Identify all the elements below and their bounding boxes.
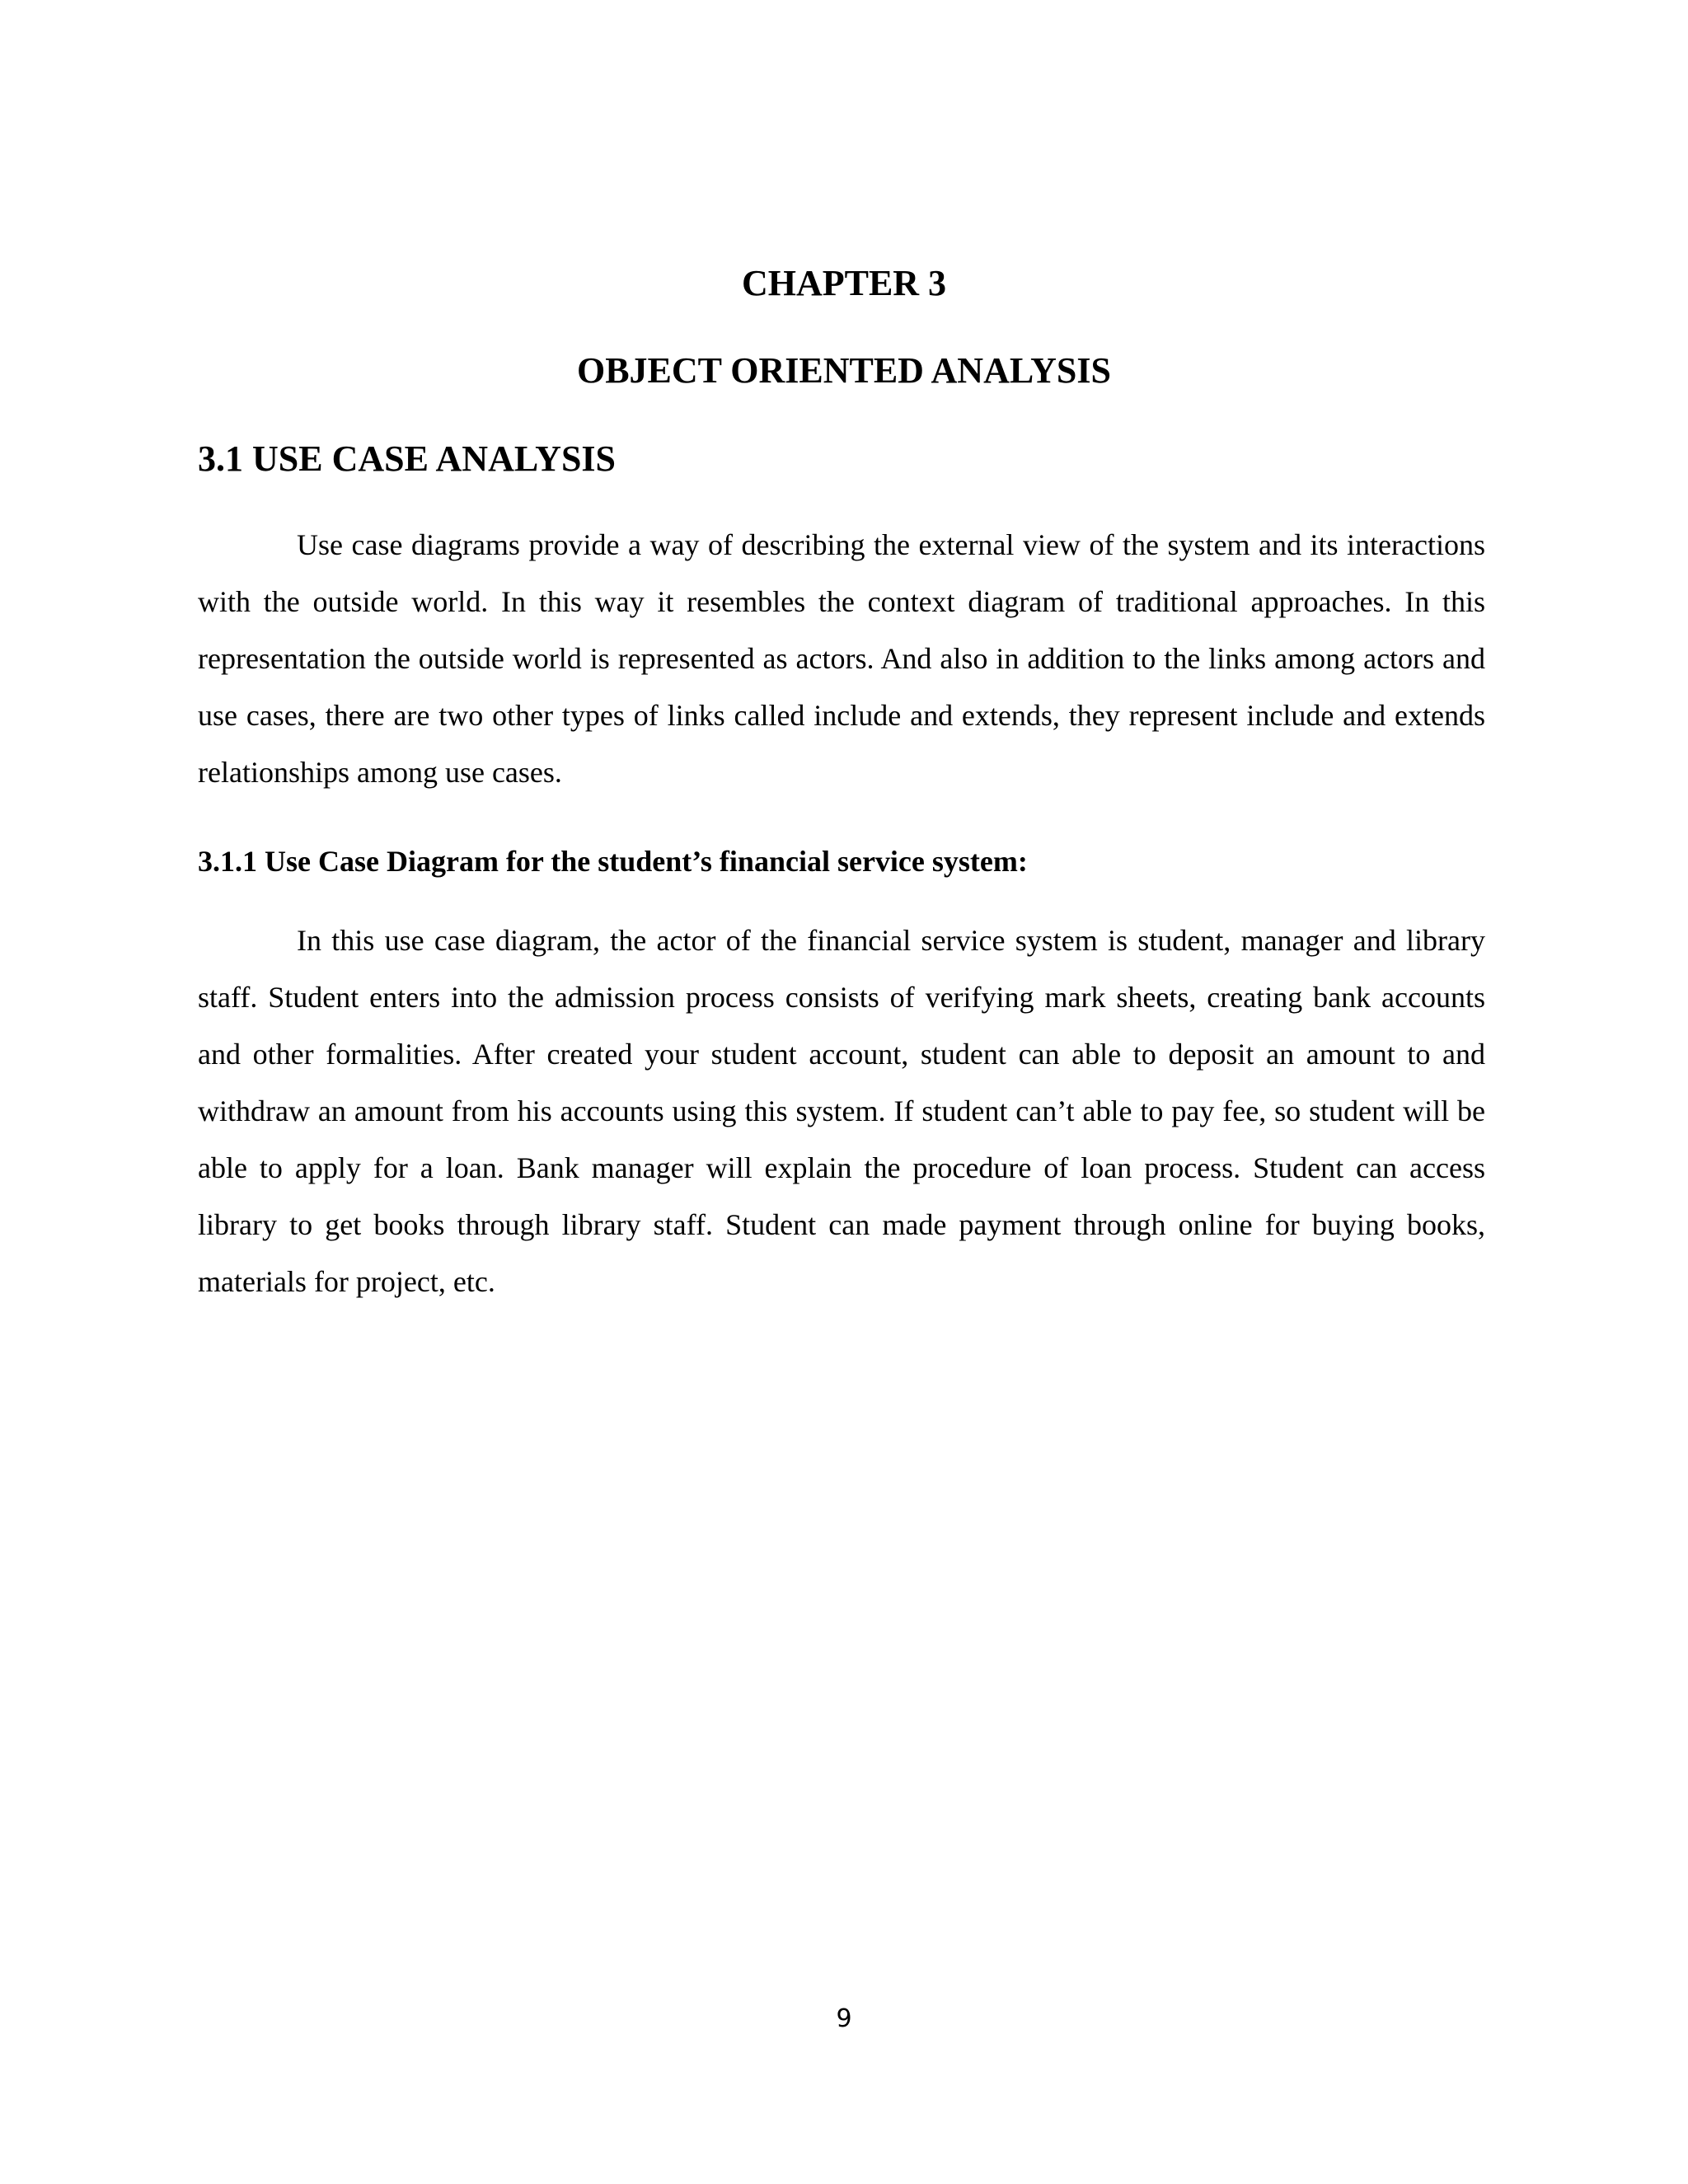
page-number: 9	[836, 2004, 852, 2033]
use-case-diagram-paragraph: In this use case diagram, the actor of the financial service system is student, manager and library staff. Student enters into the admission process consists of verifying mark sheets, creating bank accounts and other formalities. After created your student account, student can able to deposit an amount to and withdraw an amount from his accounts using this system. If student can’t able to pay fee, so student will be able to apply for a loan. Bank manager will explain the procedure of loan process. Student can access library to get books through library staff. Student can made payment through online for buying books, materials for project, etc.	[198, 924, 1485, 1298]
chapter-title: OBJECT ORIENTED ANALYSIS	[576, 350, 1111, 391]
section-heading: 3.1 USE CASE ANALYSIS	[198, 438, 617, 479]
subsection-heading: 3.1.1 Use Case Diagram for the student’s financial service system:	[198, 845, 1028, 878]
use-case-analysis-paragraph: Use case diagrams provide a way of describing the external view of the system and its interactions with the outside world. In this way it resembles the context diagram of traditional approaches. In this representation the outside world is represented as actors. And also in addition to the links among actors and use cases, there are two other types of links called include and extends, they represent include and extends relationships among use cases.	[198, 528, 1485, 789]
chapter-number: CHAPTER 3	[741, 263, 947, 303]
